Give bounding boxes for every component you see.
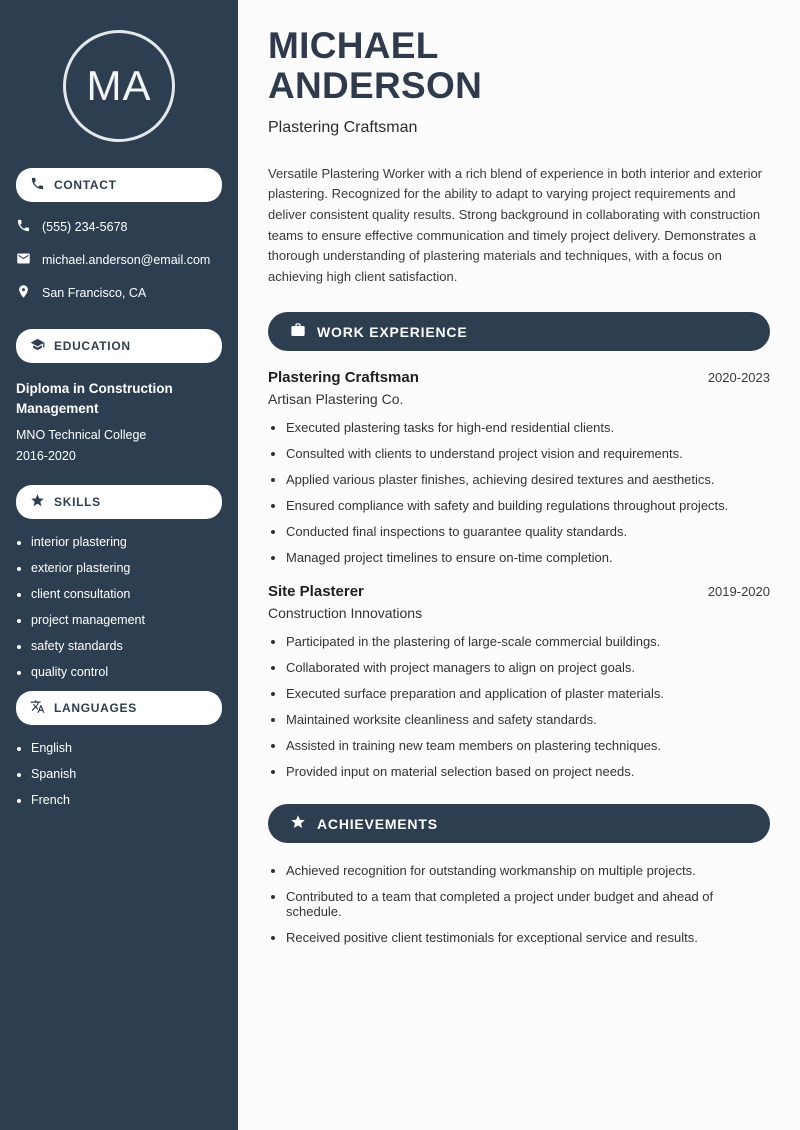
skill-item: • client consultation: [31, 587, 222, 601]
job-head: [268, 583, 770, 600]
contact-email-row: [0, 251, 238, 269]
languages-section-header: [16, 691, 222, 725]
email-value: michael.anderson@email.com: [42, 253, 211, 267]
candidate-last-name: ANDERSON: [268, 64, 483, 106]
job-dates: 2020-2023: [707, 370, 770, 386]
job-bullet: • Conducted final inspections to guarantee quality standards.: [286, 524, 770, 539]
job-bullet: • Ensured compliance with safety and building regulations throughout projects.: [286, 498, 770, 513]
star-icon: [30, 493, 45, 511]
skills-header-label: SKILLS: [54, 494, 101, 509]
candidate-name: [268, 26, 770, 106]
job-entry: [268, 369, 770, 565]
education-section-header: [16, 329, 222, 363]
phone-value: (555) 234-5678: [42, 220, 128, 234]
job-bullet: • Managed project timelines to ensure on-time completion.: [286, 550, 770, 565]
avatar-initials: MA: [86, 62, 152, 109]
education-school: MNO Technical College: [16, 427, 147, 442]
achievement-item: • Achieved recognition for outstanding workmanship on multiple projects.: [286, 863, 770, 878]
candidate-job-title: Plastering Craftsman: [268, 118, 418, 136]
job-company: Artisan Plastering Co.: [268, 391, 404, 408]
achievement-item: • Received positive client testimonials for exceptional service and results.: [286, 930, 770, 945]
education-degree: Diploma in Construction Management: [16, 381, 173, 417]
achievements-header-label: ACHIEVEMENTS: [317, 815, 438, 832]
job-bullet: • Consulted with clients to understand project vision and requirements.: [286, 446, 770, 461]
achievements-section-header: [268, 804, 770, 843]
job-dates: 2019-2020: [707, 584, 770, 600]
language-item: • Spanish: [31, 767, 222, 781]
job-title: Site Plasterer: [268, 583, 364, 601]
star-icon: [290, 814, 306, 833]
job-company: Construction Innovations: [268, 605, 423, 622]
job-bullets: [268, 420, 770, 565]
skills-section-header: [16, 485, 222, 519]
job-entry: [268, 583, 770, 779]
language-item: • English: [31, 741, 222, 755]
achievement-item: • Contributed to a team that completed a project under budget and ahead of schedule.: [286, 889, 770, 919]
skill-item: • exterior plastering: [31, 561, 222, 575]
skill-item: • safety standards: [31, 639, 222, 653]
job-bullet: • Executed surface preparation and application of plaster materials.: [286, 686, 770, 701]
skill-item: • interior plastering: [31, 535, 222, 549]
job-bullet: • Maintained worksite cleanliness and safety standards.: [286, 712, 770, 727]
skill-item: • project management: [31, 613, 222, 627]
languages-list: [0, 741, 222, 807]
job-head: [268, 369, 770, 386]
contact-location-row: [0, 284, 238, 302]
education-header-label: EDUCATION: [54, 339, 131, 353]
avatar: [63, 30, 175, 142]
education-years: 2016-2020: [16, 448, 76, 463]
professional-summary: Versatile Plastering Worker with a rich blend of experience in both interior and exterior plastering. Recognized for the ability to adapt to varying project requirements and deliver consistent quality results. Strong background in collaborating with construction teams to ensure effective communication and timely project delivery. Demonstrates a thorough understanding of plastering materials and techniques, with a focus on achieving high client satisfaction.: [268, 165, 763, 284]
contact-header-label: CONTACT: [54, 178, 117, 192]
contact-section-header: [16, 168, 222, 202]
job-bullet: • Assisted in training new team members on plastering techniques.: [286, 738, 770, 753]
phone-icon: [30, 176, 45, 194]
achievements-list: [268, 863, 770, 945]
translate-icon: [30, 699, 45, 717]
work-experience-section-header: [268, 312, 770, 351]
skill-item: • quality control: [31, 665, 222, 679]
language-item: • French: [31, 793, 222, 807]
job-bullet: • Provided input on material selection based on project needs.: [286, 764, 770, 779]
graduation-cap-icon: [30, 337, 45, 355]
skills-list: [0, 535, 222, 679]
job-bullet: • Collaborated with project managers to align on project goals.: [286, 660, 770, 675]
candidate-first-name: MICHAEL: [268, 25, 439, 66]
briefcase-icon: [290, 322, 306, 341]
main-content: [238, 0, 800, 1130]
work-experience-header-label: WORK EXPERIENCE: [317, 323, 468, 340]
location-value: San Francisco, CA: [42, 286, 147, 300]
sidebar: [0, 0, 238, 1130]
job-title: Plastering Craftsman: [268, 369, 419, 387]
job-bullets: [268, 634, 770, 779]
mail-icon: [16, 251, 31, 269]
education-entry: [0, 379, 238, 463]
location-pin-icon: [16, 284, 31, 302]
contact-phone-row: [0, 218, 238, 236]
languages-header-label: LANGUAGES: [54, 700, 137, 715]
job-bullet: • Applied various plaster finishes, achieving desired textures and aesthetics.: [286, 472, 770, 487]
phone-icon: [16, 218, 31, 236]
job-bullet: • Executed plastering tasks for high-end residential clients.: [286, 420, 770, 435]
job-bullet: • Participated in the plastering of large-scale commercial buildings.: [286, 634, 770, 649]
